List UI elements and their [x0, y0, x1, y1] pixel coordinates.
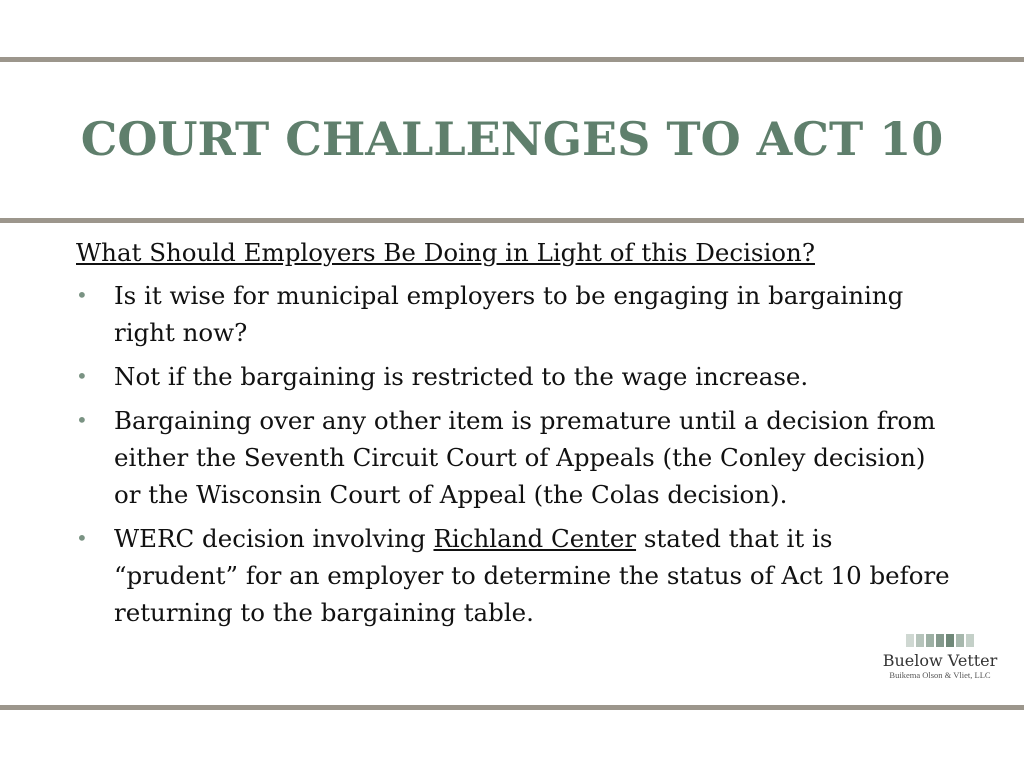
logo-name: Buelow Vetter — [882, 651, 998, 670]
bullet-list — [76, 277, 956, 631]
logo-square — [916, 634, 924, 647]
logo-mark-icon — [878, 634, 1002, 647]
bullet-item — [76, 277, 956, 351]
bullet-icon: • — [76, 526, 88, 550]
slide-title: COURT CHALLENGES TO ACT 10 — [80, 112, 944, 166]
logo-square — [946, 634, 954, 647]
bullet-icon: • — [76, 408, 88, 432]
bullet-icon: • — [76, 364, 88, 388]
firm-logo — [878, 634, 1002, 681]
bullet-text-suffix: stated that it is “prudent” for an employer to determine the status of Act 10 before returning to the bargaining table. — [114, 524, 950, 627]
bullet-item — [76, 520, 956, 631]
bullet-icon: • — [76, 283, 88, 307]
bullet-text: Is it wise for municipal employers to be engaging in bargaining right now? — [114, 281, 904, 347]
bullet-item — [76, 358, 956, 395]
logo-square — [906, 634, 914, 647]
logo-square — [966, 634, 974, 647]
title-divider — [0, 218, 1024, 223]
bullet-item — [76, 402, 956, 513]
section-subheading: What Should Employers Be Doing in Light of this Decision? — [76, 238, 815, 267]
bottom-divider — [0, 705, 1024, 710]
bullet-text: Bargaining over any other item is premature until a decision from either the Seventh Circuit Court of Appeals (the Conley decision) or the Wisconsin Court of Appeal (the Colas decision). — [114, 406, 936, 509]
bullet-text-prefix: WERC decision involving — [114, 524, 434, 553]
logo-subtitle: Buikema Olson & Vliet, LLC — [889, 670, 991, 680]
bullet-text: Not if the bargaining is restricted to the wage increase. — [114, 362, 809, 391]
top-divider — [0, 57, 1024, 62]
logo-square — [936, 634, 944, 647]
slide-body — [76, 234, 956, 638]
logo-square — [926, 634, 934, 647]
logo-square — [956, 634, 964, 647]
richland-center-link[interactable]: Richland Center — [433, 524, 637, 553]
